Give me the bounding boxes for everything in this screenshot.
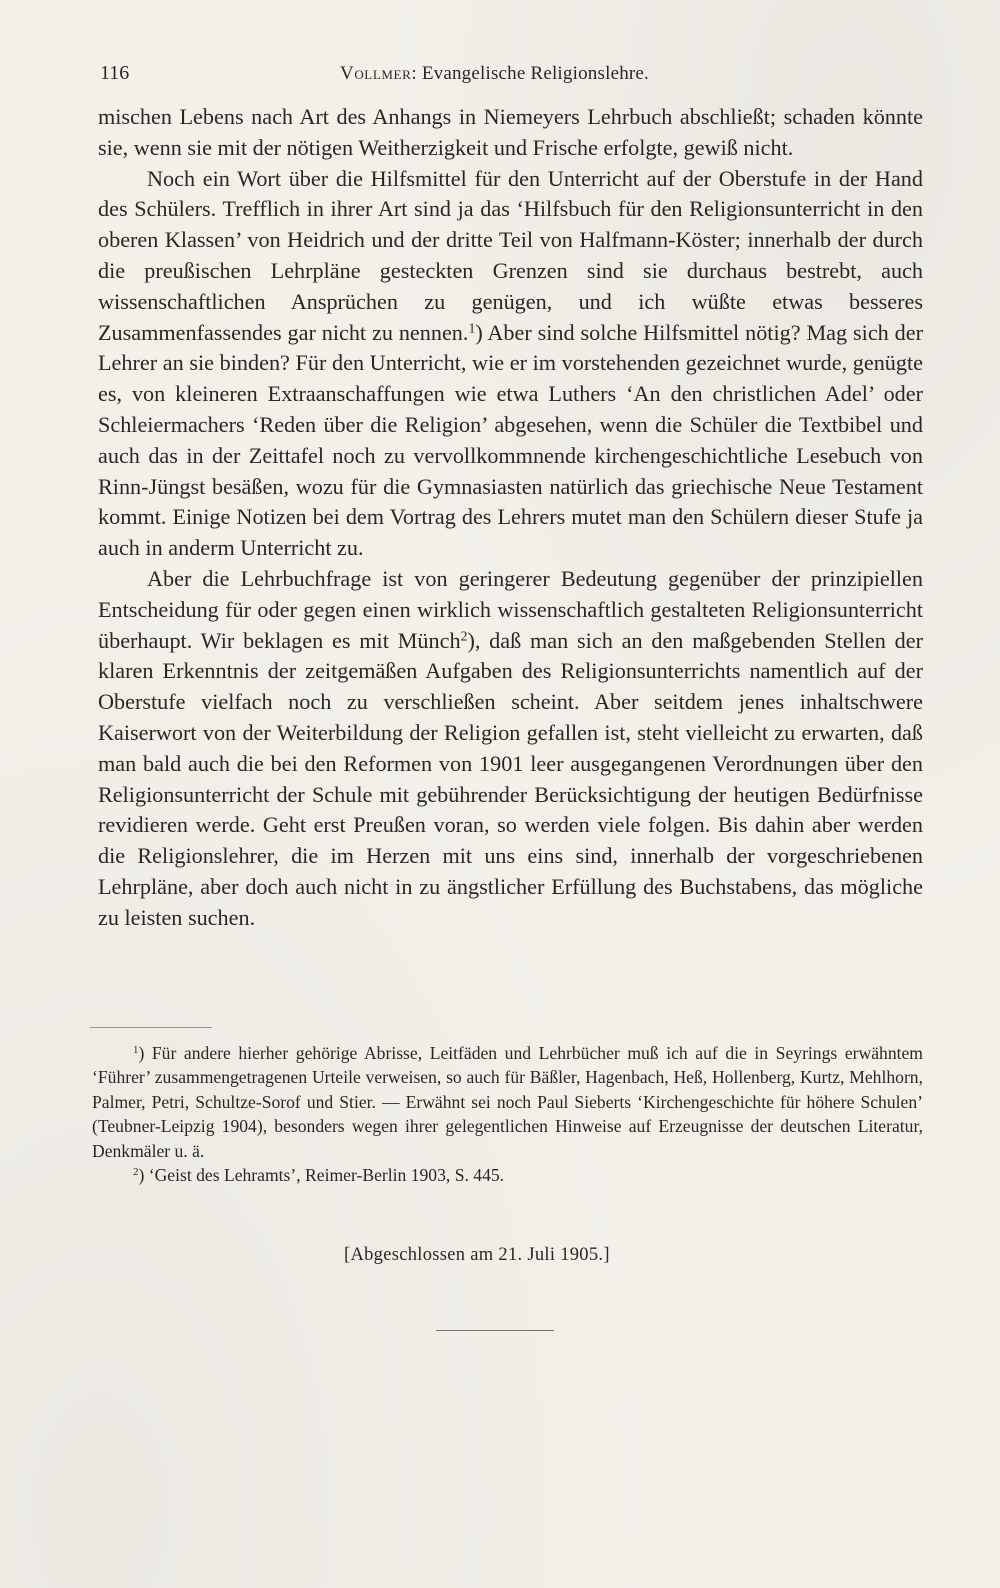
- paragraph-text: Aber die Lehrbuchfrage ist von geringerer Bedeutung gegenüber der prinzipiellen Entscheidung für oder gegen einen wirklich wissenschaftlich gestalteten Religionsunterricht überhaupt. Wir beklagen es mit Münch: [98, 565, 923, 653]
- paragraph-text: ), daß man sich an den maßgebenden Stellen der klaren Erkenntnis der zeitgemäßen Aufgaben des Religionsunterrichts namentlich auf der Oberstufe vielfach noch zu verschließen scheint. Aber seitdem jenes inhaltschwere Kaiserwort von der Weiterbildung der Religion gefallen ist, steht vielleicht zu erwarten, daß man bald auch die bei den Reformen von 1901 leer ausgegangenen Verordnungen über den Religionsunterricht der Schule mit gebührender Berücksichtigung der heutigen Bedürfnisse revidieren werde. Geht erst Preußen voran, so werden viele folgen. Bis dahin aber werden die Religionslehrer, die im Herzen mit uns eins sind, innerhalb der vorgeschriebenen Lehrpläne, aber doch auch nicht in zu ängstlicher Erfüllung des Buchstabens, das mögliche zu leisten suchen.: [98, 627, 923, 930]
- footnote-1: [92, 1041, 923, 1163]
- end-divider: [436, 1330, 554, 1331]
- footnote-2: [92, 1163, 923, 1187]
- main-text: [98, 102, 923, 934]
- paragraph-text: Noch ein Wort über die Hilfsmittel für den Unterricht auf der Oberstufe in der Hand des Schülers. Trefflich in ihrer Art sind ja das ‘Hilfsbuch für den Religionsunterricht in den oberen Klassen’ von Heidrich und der dritte Teil von Halfmann-Köster; innerhalb der durch die preußischen Lehrpläne gesteckten Grenzen sind sie durchaus bestrebt, auch wissenschaftlichen Ansprüchen zu genügen, und ich wüßte etwas besseres Zusammenfassendes gar nicht zu nennen.: [98, 165, 923, 345]
- running-head-title: Evangelische Religionslehre.: [421, 63, 650, 84]
- completion-date-note: [Abgeschlossen am 21. Juli 1905.]: [344, 1245, 610, 1265]
- footnote-reference-2[interactable]: 2: [460, 627, 468, 643]
- running-head-author: Vollmer: [340, 63, 412, 84]
- page-number: 116: [100, 62, 130, 84]
- footnote-text: ) ‘Geist des Lehramts’, Reimer-Berlin 1903, S. 445.: [138, 1165, 505, 1186]
- paragraph-continuation: [98, 102, 923, 164]
- footnote-marker-2: 2: [133, 1166, 139, 1179]
- footnote-text: ) Für andere hierher gehörige Abrisse, Leitfäden und Lehrbücher muß ich auf die in Seyrings erwähntem ‘Führer’ zusammengetragenen Urteile verweisen, so auch für Bäßler, Hagenbach, Heß, Hollenberg, Kurtz, Mehlhorn, Palmer, Petri, Schultze-Sorof und Stier. — Erwähnt sei noch Paul Sieberts ‘Kirchengeschichte für höhere Schulen’ (Teubner-Leipzig 1904), besonders wegen ihrer gelegentlichen Hinweise auf Erzeugnisse der deutschen Literatur, Denkmäler u. ä.: [92, 1043, 923, 1161]
- footnotes: [92, 1041, 923, 1187]
- running-header: [100, 62, 920, 92]
- paragraph-text: ) Aber sind solche Hilfsmittel nötig? Mag sich der Lehrer an sie binden? Für den Unterricht, wie er im vorstehenden gezeichnet wurde, genügte es, von kleineren Extraanschaffungen wie etwa Luthers ‘An den christlichen Adel’ oder Schleiermachers ‘Reden über die Religion’ abgesehen, wenn die Schüler die Textbibel und auch das in der Zeittafel noch zu vervollkommnende kirchengeschichtliche Lesebuch von Rinn-Jüngst besäßen, wozu für die Gymnasiasten natürlich das griechische Neue Testament kommt. Einige Notizen bei dem Vortrag des Lehrers mutet man den Schülern dieser Stufe ja auch in anderm Unterricht zu.: [98, 319, 923, 561]
- paragraph-lehrbuchfrage: [98, 564, 923, 934]
- running-head: [340, 63, 649, 85]
- paragraph-hilfsmittel: [98, 164, 923, 564]
- footnote-marker-1: 1: [133, 1044, 139, 1056]
- paragraph-text: mischen Lebens nach Art des Anhangs in Niemeyers Lehrbuch abschließt; schaden könnte sie, wenn sie mit der nötigen Weitherzigkeit und Frische erfolgte, gewiß nicht.: [98, 104, 923, 160]
- footnote-divider: [90, 1027, 212, 1028]
- running-head-separator: :: [411, 63, 422, 84]
- footnote-reference-1[interactable]: 1: [468, 320, 476, 336]
